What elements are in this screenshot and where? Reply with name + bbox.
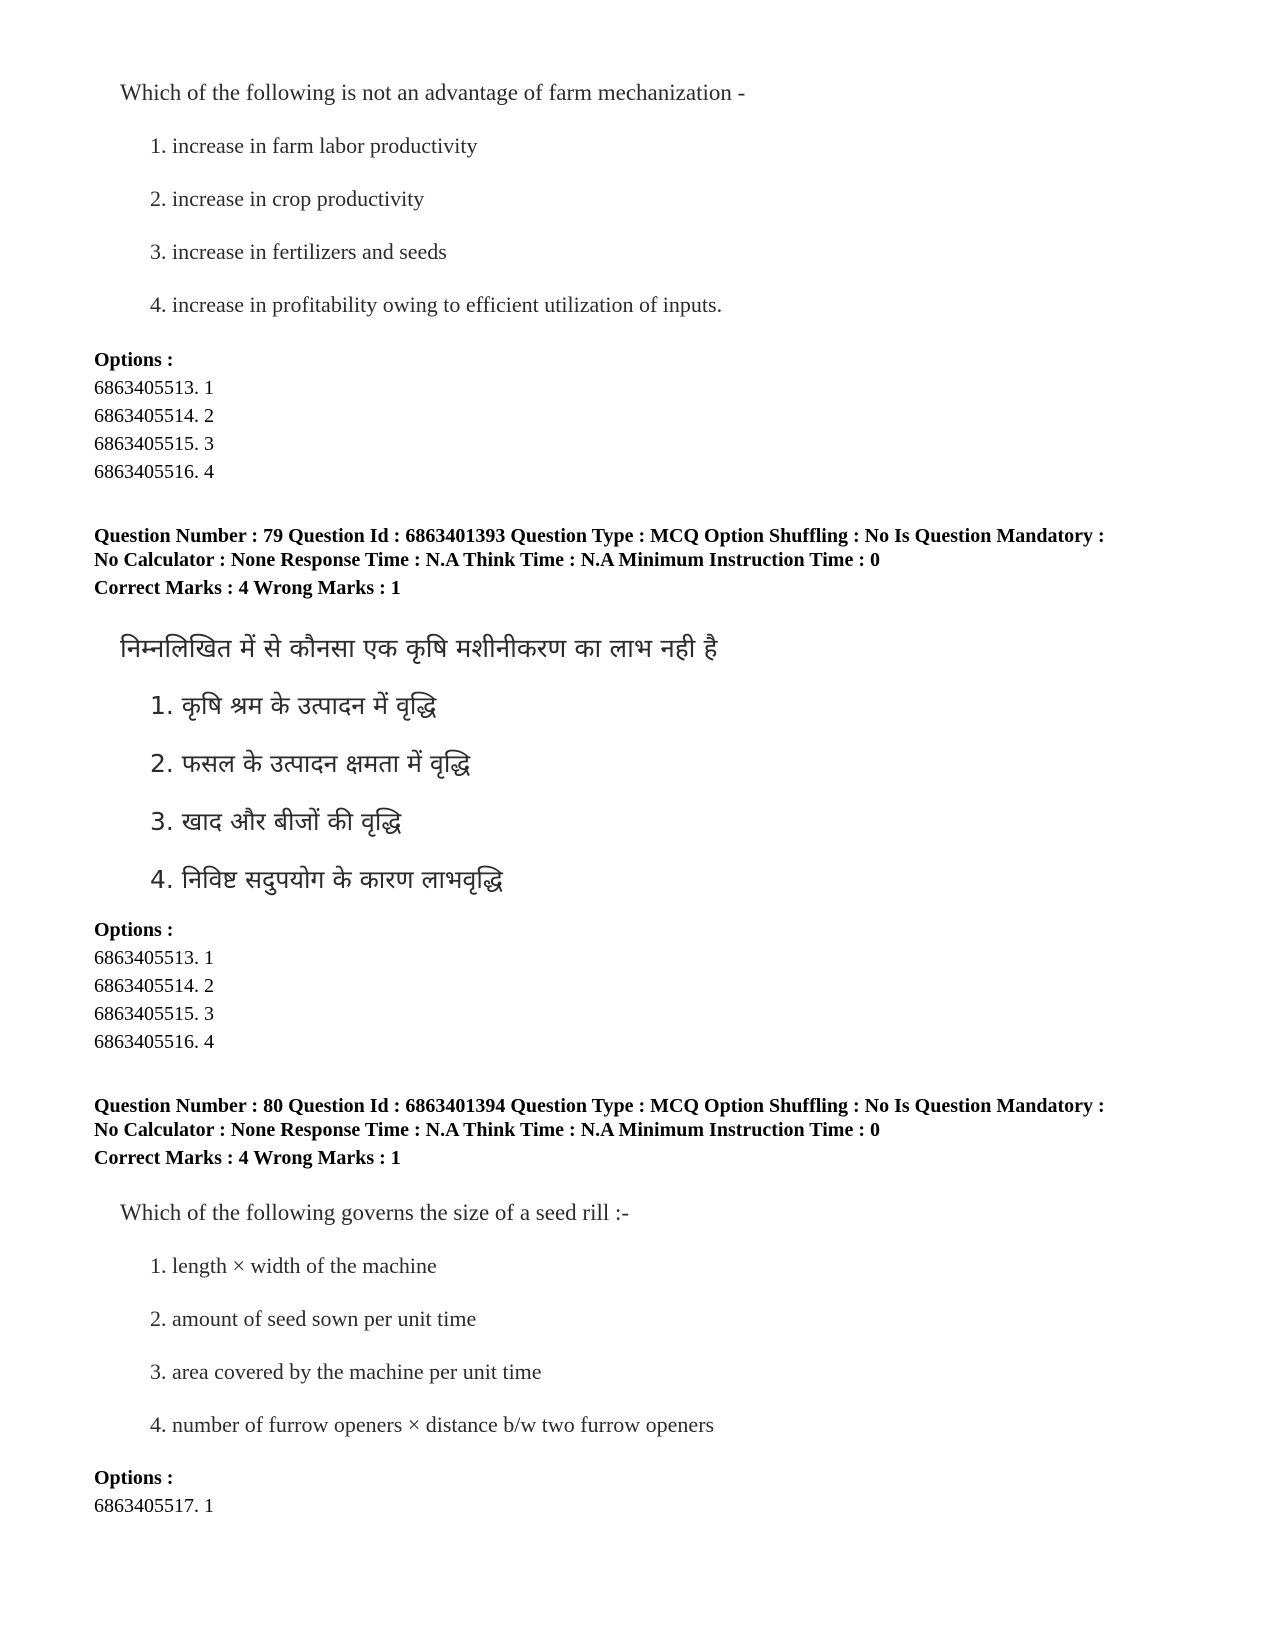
option-id: 6863405515. 3	[94, 433, 214, 455]
question-meta: No Calculator : None Response Time : N.A Think Time : N.A Minimum Instruction Time : 0	[94, 1119, 880, 1141]
question-text: Which of the following governs the size of a seed rill :-	[120, 1200, 630, 1225]
question-meta: No Calculator : None Response Time : N.A Think Time : N.A Minimum Instruction Time : 0	[94, 549, 880, 571]
choice-item: 1. कृषि श्रम के उत्पादन में वृद्धि	[150, 691, 437, 720]
choice-item: 1. increase in farm labor productivity	[150, 133, 478, 158]
choice-item: 2. फसल के उत्पादन क्षमता में वृद्धि	[150, 749, 471, 778]
question-text: निम्नलिखित में से कौनसा एक कृषि मशीनीकरण का लाभ नही है	[120, 634, 718, 664]
choice-item: 2. increase in crop productivity	[150, 186, 425, 211]
choice-item: 4. increase in profitability owing to efficient utilization of inputs.	[150, 292, 723, 317]
choice-item: 1. length × width of the machine	[150, 1253, 437, 1278]
question-text: Which of the following is not an advantage of farm mechanization -	[120, 80, 746, 105]
question-meta: Question Number : 79 Question Id : 6863401393 Question Type : MCQ Option Shuffling : No Is Question Mandatory :	[94, 525, 1105, 547]
option-id: 6863405515. 3	[94, 1003, 214, 1025]
option-id: 6863405513. 1	[94, 377, 214, 399]
choice-item: 3. area covered by the machine per unit time	[150, 1359, 542, 1384]
question-marks: Correct Marks : 4 Wrong Marks : 1	[94, 1147, 401, 1169]
choice-item: 2. amount of seed sown per unit time	[150, 1306, 477, 1331]
options-label: Options :	[94, 349, 174, 371]
option-id: 6863405514. 2	[94, 405, 214, 427]
options-label: Options :	[94, 1467, 174, 1489]
choice-item: 3. increase in fertilizers and seeds	[150, 239, 447, 264]
question-marks: Correct Marks : 4 Wrong Marks : 1	[94, 577, 401, 599]
option-id: 6863405517. 1	[94, 1495, 214, 1517]
option-id: 6863405514. 2	[94, 975, 214, 997]
option-id: 6863405516. 4	[94, 461, 214, 483]
choice-item: 4. निविष्ट सदुपयोग के कारण लाभवृद्धि	[150, 865, 503, 894]
choice-item: 3. खाद और बीजों की वृद्धि	[150, 807, 402, 836]
choice-item: 4. number of furrow openers × distance b/w two furrow openers	[150, 1412, 715, 1437]
option-id: 6863405516. 4	[94, 1031, 214, 1053]
option-id: 6863405513. 1	[94, 947, 214, 969]
question-meta: Question Number : 80 Question Id : 6863401394 Question Type : MCQ Option Shuffling : No Is Question Mandatory :	[94, 1095, 1105, 1117]
options-label: Options :	[94, 919, 174, 941]
